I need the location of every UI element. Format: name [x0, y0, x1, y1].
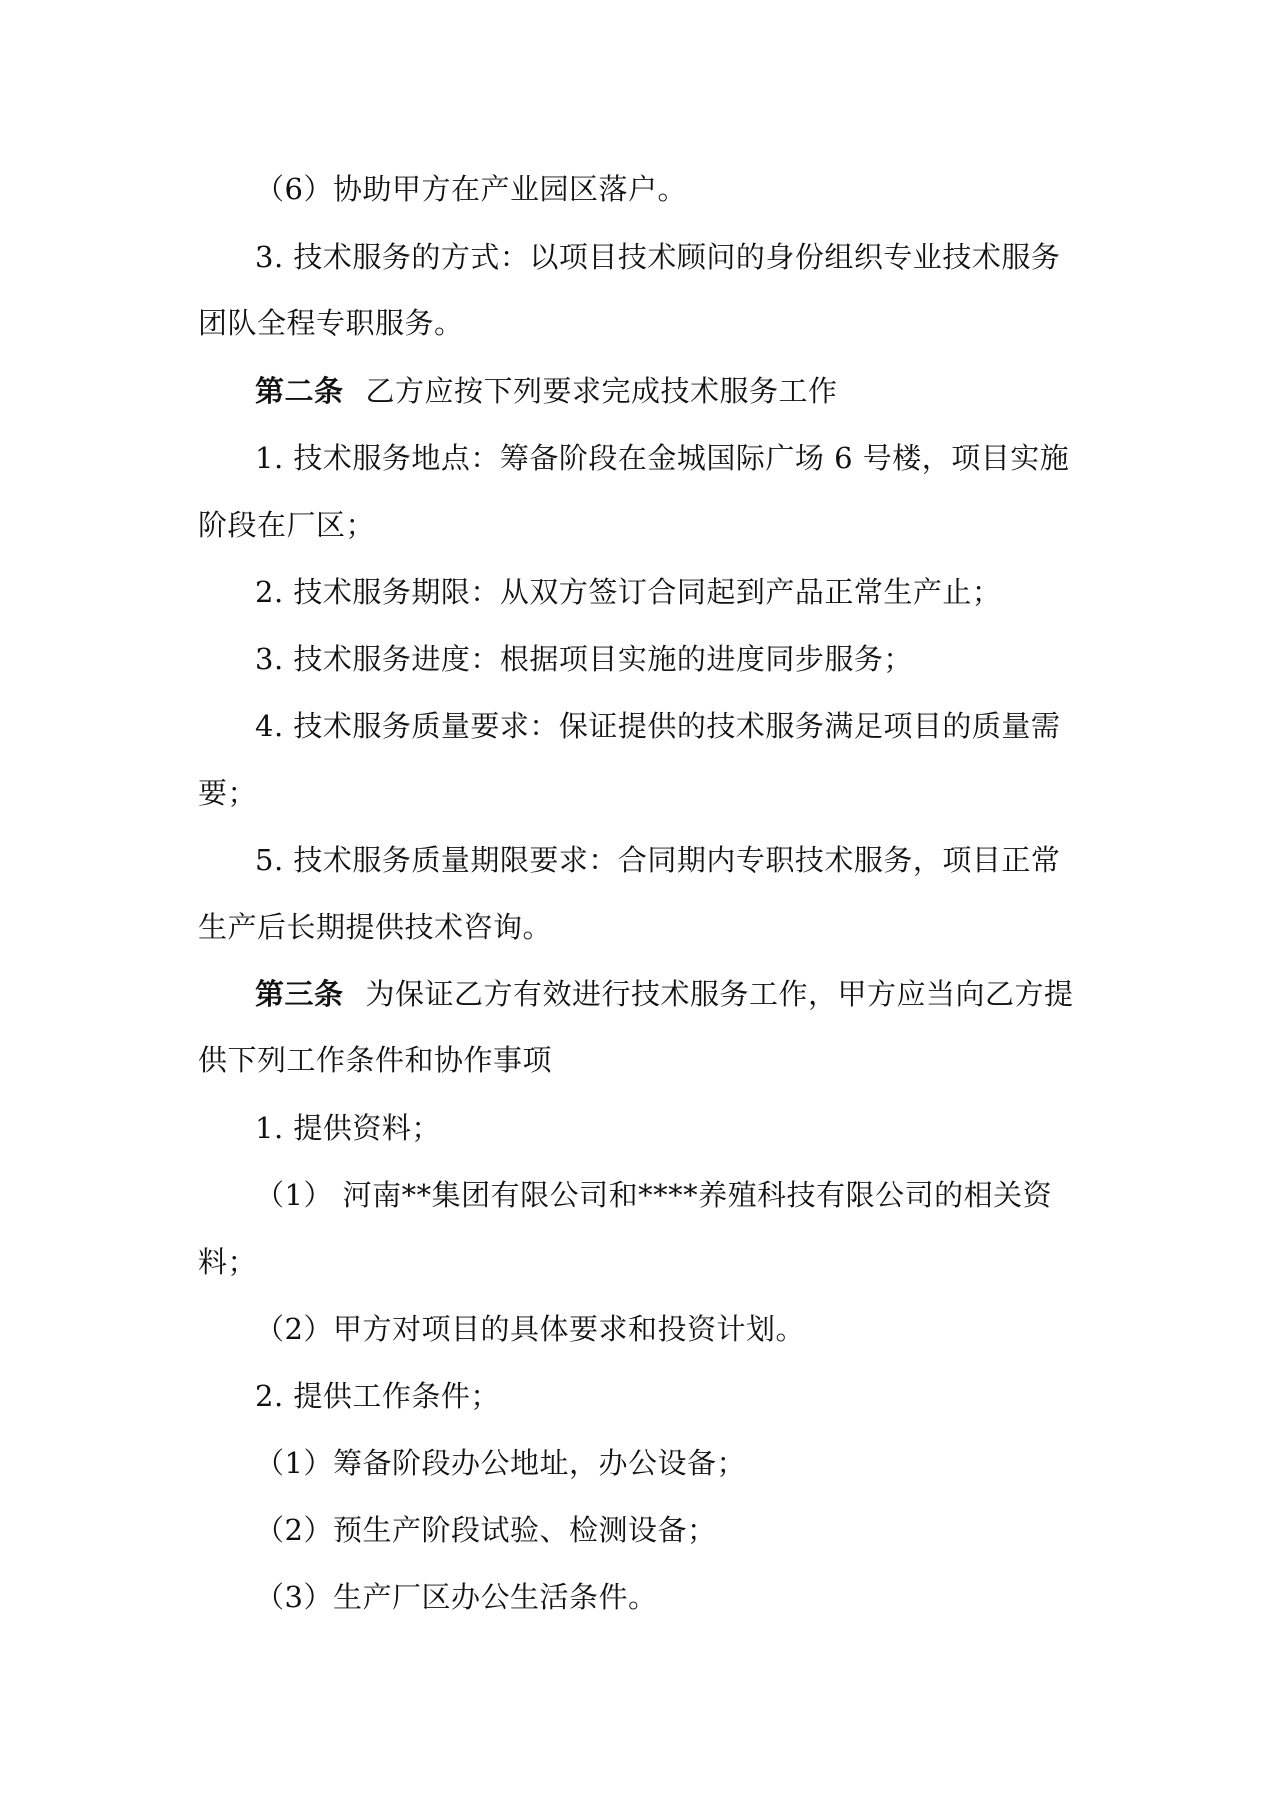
paragraph-line: 2. 技术服务期限：从双方签订合同起到产品正常生产止； — [255, 575, 1002, 609]
article-label: 第三条 — [255, 977, 344, 1011]
paragraph-line: （3）生产厂区办公生活条件。 — [255, 1580, 658, 1614]
paragraph-line: 2. 提供工作条件； — [255, 1379, 500, 1413]
paragraph-line: 5. 技术服务质量期限要求：合同期内专职技术服务，项目正常 — [255, 843, 1061, 877]
paragraph-line: （6）协助甲方在产业园区落户。 — [255, 172, 687, 206]
paragraph-line: 团队全程专职服务。 — [198, 306, 464, 340]
paragraph-line: 1. 提供资料； — [255, 1111, 441, 1145]
paragraph-line: 3. 技术服务的方式：以项目技术顾问的身份组织专业技术服务 — [255, 240, 1061, 274]
paragraph-line: 1. 技术服务地点：筹备阶段在金城国际广场 6 号楼，项目实施 — [255, 441, 1070, 475]
paragraph-line: （1）筹备阶段办公地址，办公设备； — [255, 1446, 746, 1480]
article-text: 乙方应按下列要求完成技术服务工作 — [365, 374, 838, 408]
paragraph-line: （2）甲方对项目的具体要求和投资计划。 — [255, 1312, 805, 1346]
paragraph-line: （1） 河南**集团有限公司和****养殖科技有限公司的相关资 — [255, 1178, 1053, 1212]
paragraph-line: 要； — [198, 776, 258, 810]
article-label: 第二条 — [255, 374, 344, 408]
paragraph-line: （2）预生产阶段试验、检测设备； — [255, 1513, 717, 1547]
paragraph-line: 4. 技术服务质量要求：保证提供的技术服务满足项目的质量需 — [255, 709, 1061, 743]
paragraph-line: 3. 技术服务进度：根据项目实施的进度同步服务； — [255, 642, 913, 676]
paragraph-line: 料； — [198, 1245, 258, 1279]
paragraph-line: 阶段在厂区； — [198, 508, 376, 542]
article-heading — [255, 977, 1074, 1011]
article-text: 为保证乙方有效进行技术服务工作，甲方应当向乙方提 — [365, 977, 1074, 1011]
paragraph-line: 生产后长期提供技术咨询。 — [198, 910, 553, 944]
paragraph-line: 供下列工作条件和协作事项 — [198, 1043, 553, 1077]
article-heading — [255, 374, 838, 408]
